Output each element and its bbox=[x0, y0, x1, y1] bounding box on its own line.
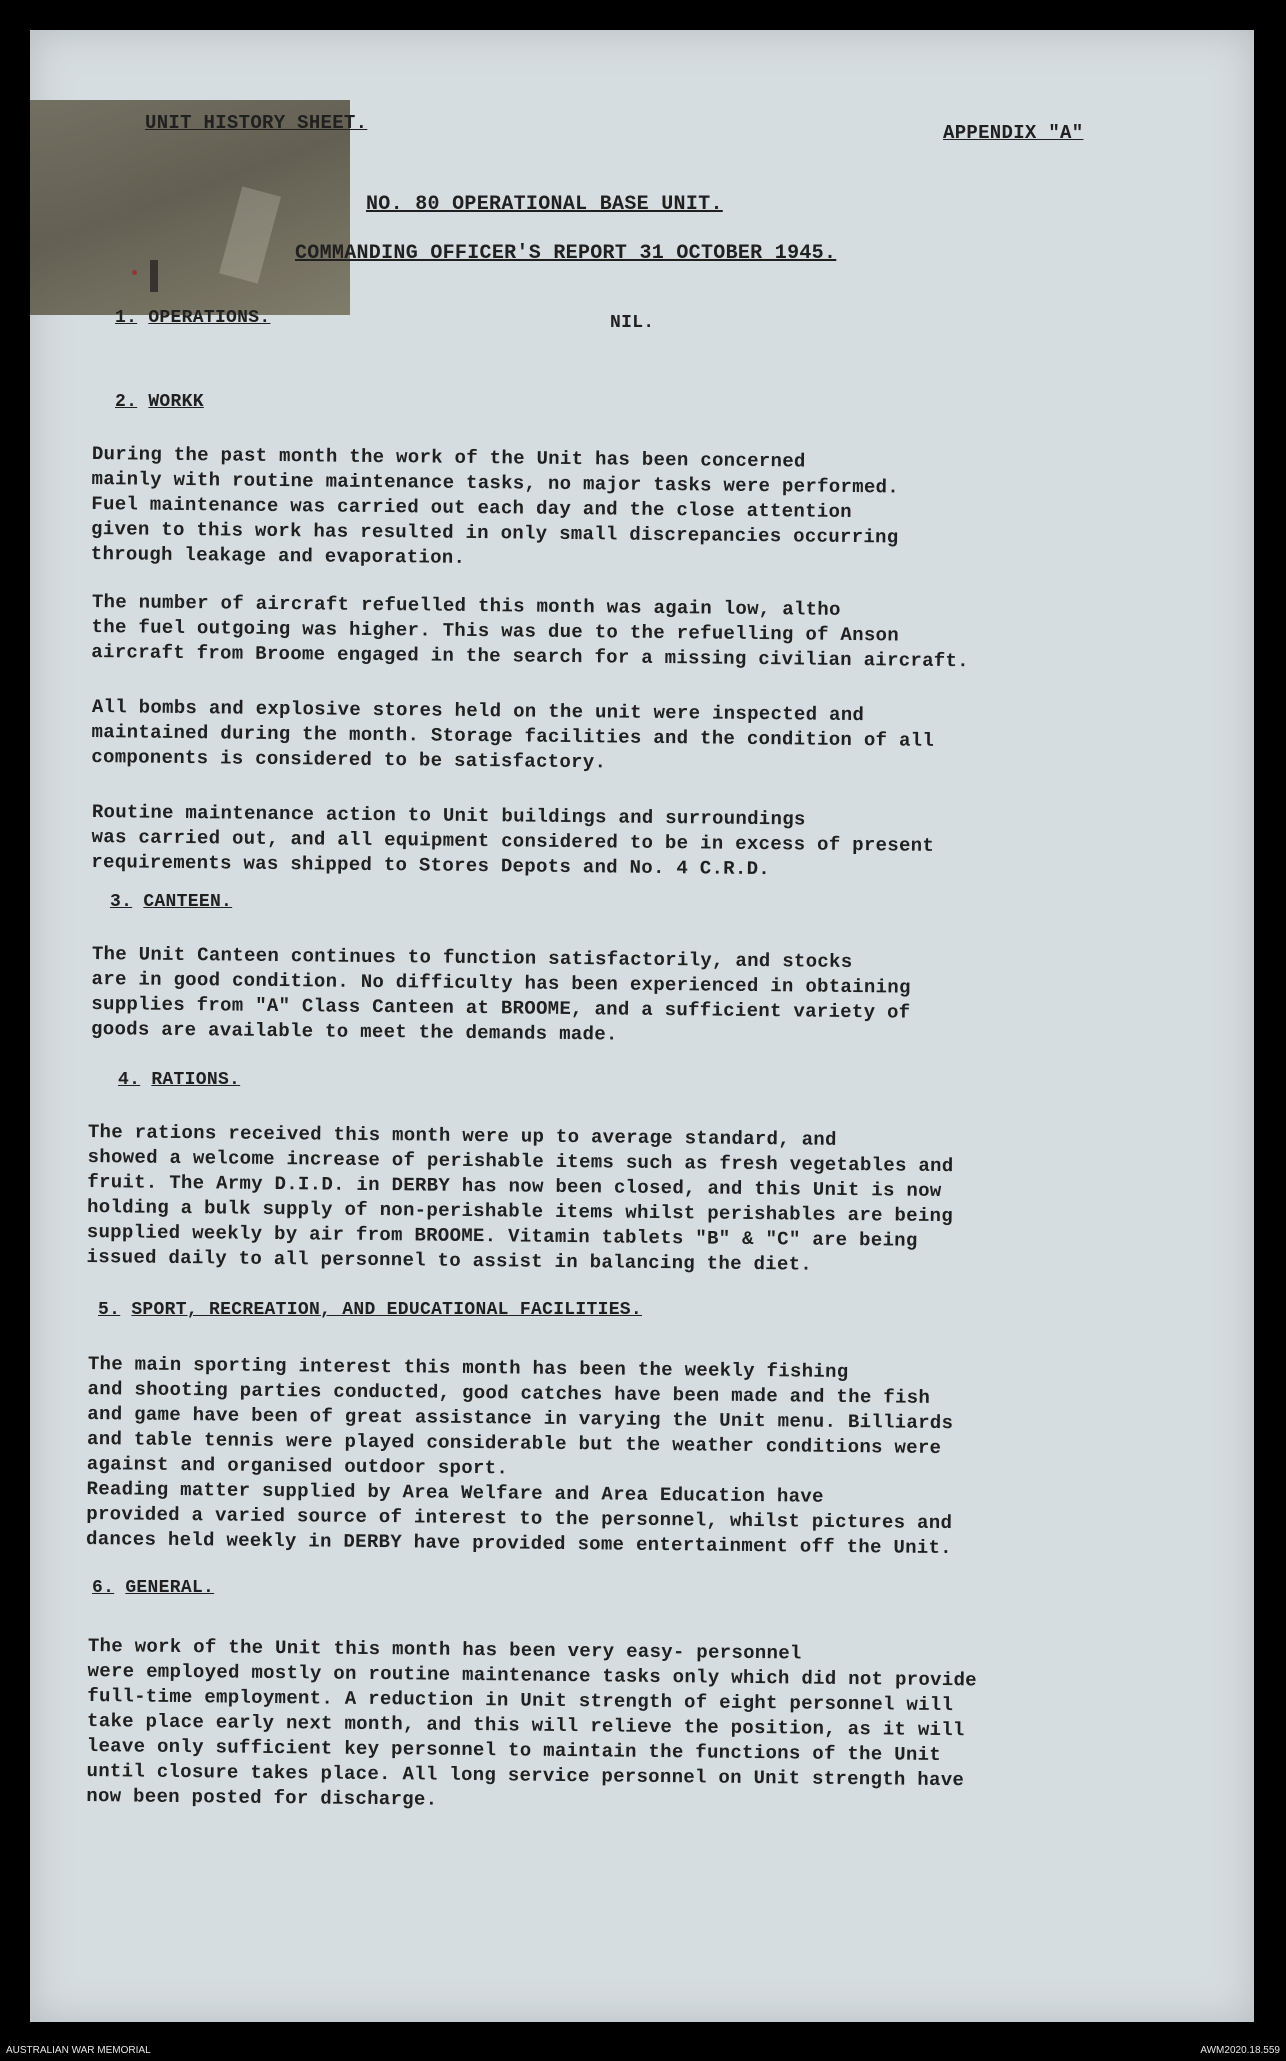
section-5-heading bbox=[98, 1300, 642, 1320]
section-number: 4. bbox=[118, 1070, 141, 1090]
section-4-heading bbox=[118, 1070, 240, 1090]
section-5-paragraph-1: The main sporting interest this month has been the weekly fishing and shooting parties conducted, good catches have been made and the fish and game have been of great assistance in varying the Unit menu. Billiards and table tennis were played considerable but the weather conditions were against and organised outdoor sport. Reading matter supplied by Area Welfare and Area Education have provided a varied source of interest to the personnel, whilst pictures and dances held weekly in DERBY have provided some entertainment off the Unit. bbox=[85, 1353, 954, 1560]
section-title: SPORT, RECREATION, AND EDUCATIONAL FACILITIES. bbox=[131, 1300, 643, 1320]
section-title: RATIONS. bbox=[151, 1070, 241, 1090]
section-title: WORKK bbox=[148, 392, 204, 412]
unit-title: NO. 80 OPERATIONAL BASE UNIT. bbox=[366, 193, 723, 216]
section-2-paragraph-3: All bombs and explosive stores held on the unit were inspected and maintained during the month. Storage facilities and the condition of all components is considered to be satisfactory. bbox=[91, 695, 935, 774]
section-number: 6. bbox=[92, 1578, 115, 1598]
section-number: 5. bbox=[98, 1300, 121, 1320]
section-1-heading bbox=[115, 308, 270, 328]
section-3-paragraph-1: The Unit Canteen continues to function satisfactorily, and stocks are in good condition. No difficulty has been experienced in obtaining supplies from "A" Class Canteen at BROOME, and a sufficient variety of goods are available to meet the demands made. bbox=[90, 942, 911, 1046]
section-3-heading bbox=[110, 892, 232, 912]
document-page bbox=[30, 30, 1254, 2022]
tape-glint bbox=[219, 186, 281, 283]
section-title: CANTEEN. bbox=[143, 892, 233, 912]
section-4-paragraph-1: The rations received this month were up to average standard, and showed a welcome increase of perishable items such as fresh vegetables and fruit. The Army D.I.D. in DERBY has now been closed, and this Unit is now holding a bulk supply of non-perishable items whilst perishables are being supplied weekly by air from BROOME. Vitamin tablets "B" & "C" are being issued daily to all personnel to assist in balancing the diet. bbox=[86, 1121, 954, 1276]
section-2-paragraph-1: During the past month the work of the Unit has been concerned mainly with routine maintenance tasks, no major tasks were performed. Fuel maintenance was carried out each day and the close attention given to this work has resulted in only small discrepancies occurring through leakage and evaporation. bbox=[90, 442, 900, 569]
section-number: 3. bbox=[110, 892, 133, 912]
header-right: APPENDIX "A" bbox=[943, 122, 1084, 144]
section-6-heading bbox=[92, 1578, 214, 1598]
report-title: COMMANDING OFFICER'S REPORT 31 OCTOBER 1945. bbox=[295, 242, 837, 265]
section-6-paragraph-1: The work of the Unit this month has been very easy- personnel were employed mostly on routine maintenance tasks only which did not provide full-time employment. A reduction in Unit strength of eight personnel will take place early next month, and this will relieve the position, as it will leave only sufficient key personnel to maintain the functions of the Unit until closure takes place. All long service personnel on Unit strength have now been posted for discharge. bbox=[86, 1635, 978, 1811]
section-title: GENERAL. bbox=[125, 1578, 215, 1598]
section-title: OPERATIONS. bbox=[148, 308, 271, 328]
header-left: UNIT HISTORY SHEET. bbox=[145, 112, 368, 134]
tape-mark bbox=[150, 260, 158, 292]
footer-institution: AUSTRALIAN WAR MEMORIAL bbox=[6, 2045, 151, 2056]
section-number: 2. bbox=[115, 392, 138, 412]
section-2-paragraph-2: The number of aircraft refuelled this month was again low, altho the fuel outgoing was higher. This was due to the refuelling of Anson aircraft from Broome engaged in the search for a missing civilian aircraft. bbox=[91, 590, 970, 673]
tape-red-mark bbox=[132, 270, 137, 275]
footer-accession-number: AWM2020.18.559 bbox=[1200, 2045, 1280, 2056]
section-2-heading bbox=[115, 392, 204, 412]
section-number: 1. bbox=[115, 308, 138, 328]
section-1-value: NIL. bbox=[610, 313, 655, 333]
section-2-paragraph-4: Routine maintenance action to Unit buildings and surroundings was carried out, and all equipment considered to be in excess of present requirements was shipped to Stores Depots and No. 4 C.R.D. bbox=[91, 800, 935, 881]
